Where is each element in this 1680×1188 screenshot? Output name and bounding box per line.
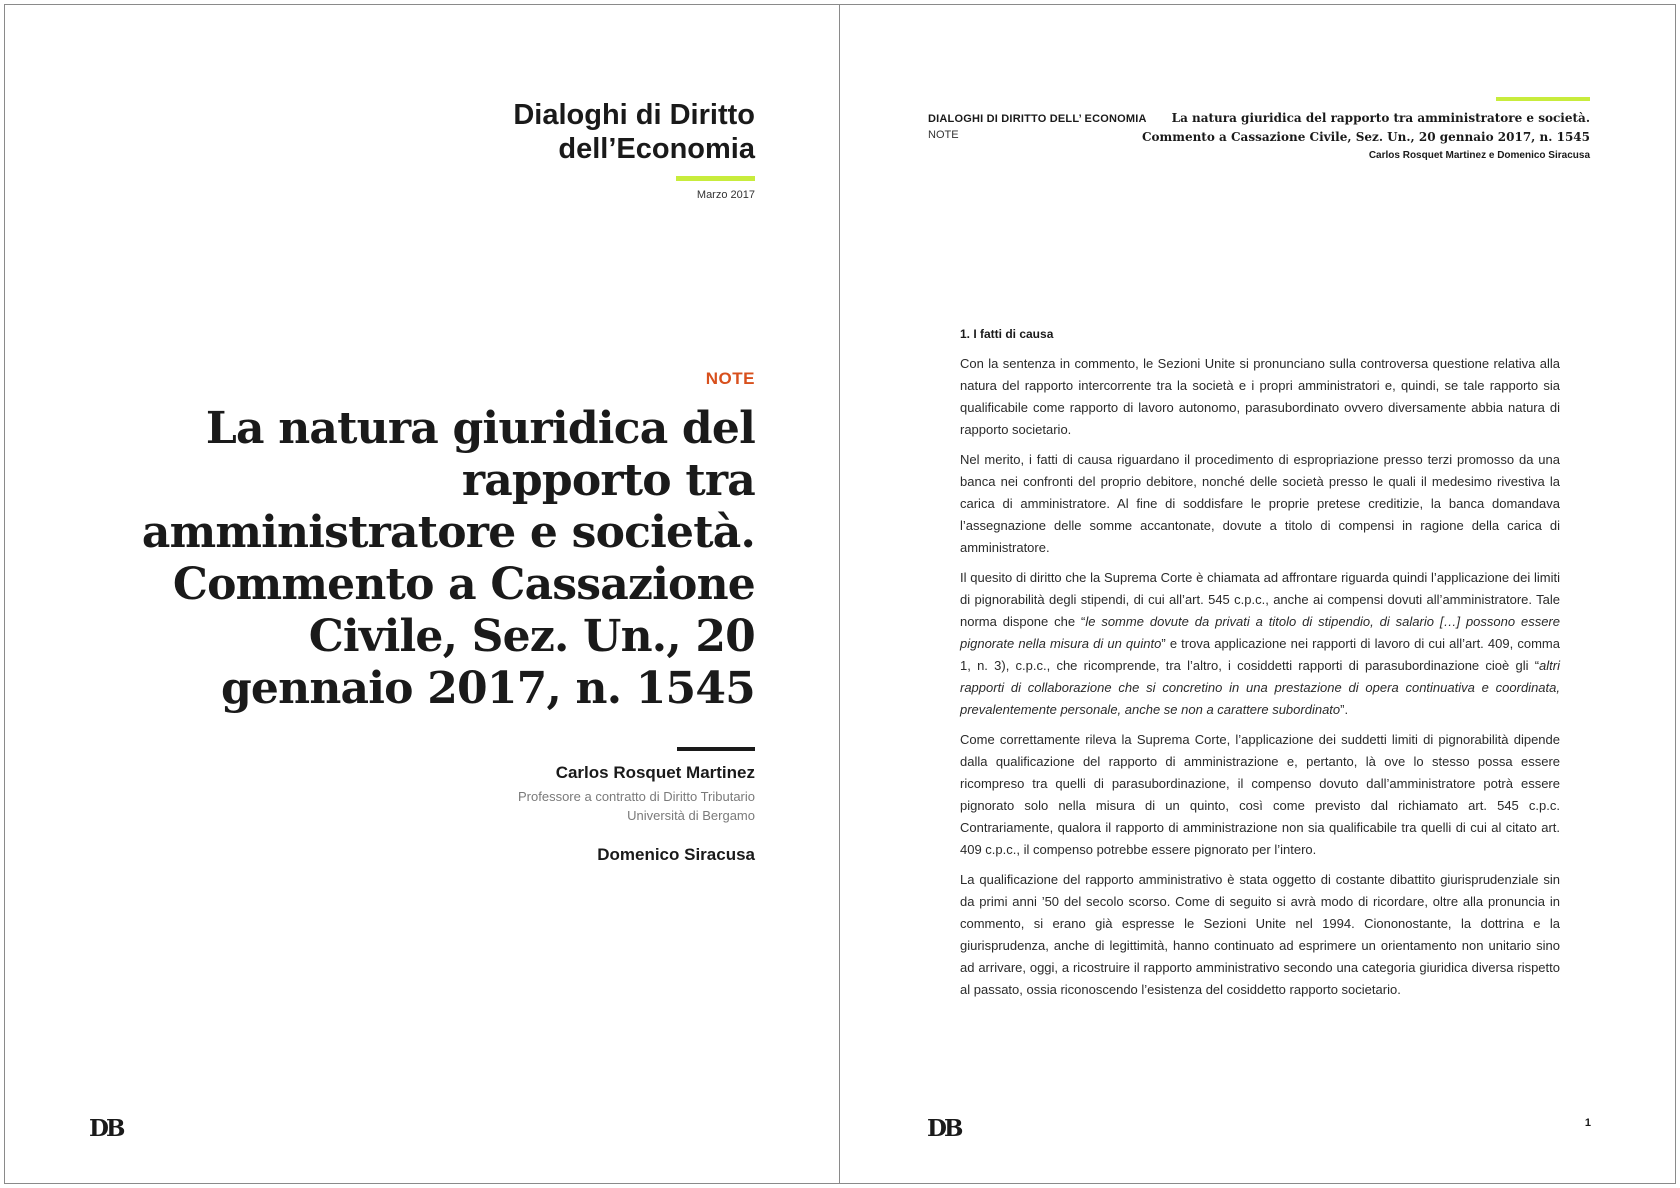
- article-page: [840, 4, 1676, 1184]
- quotation: altri rapporti di collaborazione che si concretino in una prestazione di opera continuativa e coordinata, prevalentemente personale, anche se non a carattere subordinato: [960, 658, 1560, 717]
- author-name: Domenico Siracusa: [597, 845, 755, 864]
- author-role: Professore a contratto di Diritto Tributario: [518, 789, 755, 804]
- journal-title: Dialoghi di Diritto dell’Economia: [513, 99, 755, 165]
- text-run: ”.: [1340, 702, 1349, 717]
- page-number: 1: [1584, 1117, 1591, 1129]
- article-body: [960, 325, 1560, 1009]
- accent-rule: [1496, 97, 1590, 101]
- db-logo: DB: [89, 1115, 123, 1142]
- article-title: La natura giuridica del rapporto tra amministratore e società. Commento a Cassazione Civile, Sez. Un., 20 gennaio 2017, n. 1545: [141, 403, 755, 714]
- issue-date: Marzo 2017: [696, 189, 755, 201]
- db-logo: DB: [927, 1115, 961, 1142]
- running-head-section: NOTE: [928, 129, 959, 141]
- paragraph: La qualificazione del rapporto amministrativo è stata oggetto di costante dibattito giurisprudenziale sin da primi anni ’50 del secolo scorso. Come di seguito si avrà modo di ricordare, oltre alla pronuncia in commento, si erano già espresse le Sezioni Unite nel 1994. Ciononostante, la dottrina e la giurisprudenza, anche di legittimità, hanno continuato ad esprimere un orientamento non unitario sino ad arrivare, oggi, a ricostruire il rapporto amministrativo secondo una categoria giuridica diversa rispetto al passato, ossia riconoscendo l’esistenza del cosiddetto rapporto societario.: [960, 872, 1560, 997]
- running-head-journal: DIALOGHI DI DIRITTO DELL’ ECONOMIA: [928, 113, 1147, 125]
- author-affiliation: Università di Bergamo: [627, 808, 755, 823]
- section-label: NOTE: [705, 369, 755, 388]
- section-heading: 1. I fatti di causa: [960, 327, 1054, 341]
- paragraph: [960, 567, 1560, 721]
- running-head-title: La natura giuridica del rapporto tra amministratore e società. Commento a Cassazione Civile, Sez. Un., 20 gennaio 2017, n. 1545: [1142, 111, 1590, 144]
- text-run: Il quesito di diritto che la Suprema Corte è chiamata ad affrontare riguarda quindi l’applicazione dei limiti di pignorabilità degli stipendi, di cui all’art. 545 c.p.c., anche ai compensi dovuti all’amministratore. Tale norma dispone che “: [960, 570, 1560, 629]
- running-head-authors: Carlos Rosquet Martinez e Domenico Siracusa: [1368, 150, 1590, 161]
- paragraph: Nel merito, i fatti di causa riguardano il procedimento di espropriazione presso terzi promosso da una banca nei confronti del proprio debitore, nonché delle società presso le quali il medesimo rivestiva la carica di amministratore. Al fine di soddisfare le proprie pretese creditizie, la banca domandava l’assegnazione delle somme accantonate, dovute a titolo di compensi in ragione della carica di amministratore.: [960, 452, 1560, 555]
- paragraph: Come correttamente rileva la Suprema Corte, l’applicazione dei suddetti limiti di pignorabilità dipende dalla qualificazione del rapporto di amministrazione e, pertanto, là ove lo stesso possa essere ricompreso tra quelli di parasubordinazione, il compenso dovuto dall’amministratore potrà essere pignorato solo nella misura di un quinto, così come previsto dal richiamato art. 545 c.p.c. Contrariamente, qualora il rapporto di amministrazione non sia qualificabile tra quelli di cui al citato art. 409 c.p.c., il compenso potrebbe essere pignorato per l’intero.: [960, 732, 1560, 857]
- paragraph: Con la sentenza in commento, le Sezioni Unite si pronunciano sulla controversa questione relativa alla natura del rapporto intercorrente tra la società e i propri amministratori e, quindi, se tale rapporto sia qualificabile come rapporto di lavoro autonomo, parasubordinato ovvero diversamente abbia natura di rapporto societario.: [960, 356, 1560, 437]
- title-rule: [677, 747, 755, 751]
- text-run: ” e trova applicazione nei rapporti di lavoro di cui all’art. 409, comma 1, n. 3), c.p.c., che ricomprende, tra l’altro, i cosiddetti rapporti di parasubordinazione cioè gli “: [960, 636, 1560, 673]
- accent-rule: [676, 176, 755, 181]
- quotation: le somme dovute da privati a titolo di stipendio, di salario […] possono essere pignorate nella misura di un quinto: [960, 614, 1560, 651]
- cover-page: [4, 4, 840, 1184]
- author-name: Carlos Rosquet Martinez: [555, 763, 755, 782]
